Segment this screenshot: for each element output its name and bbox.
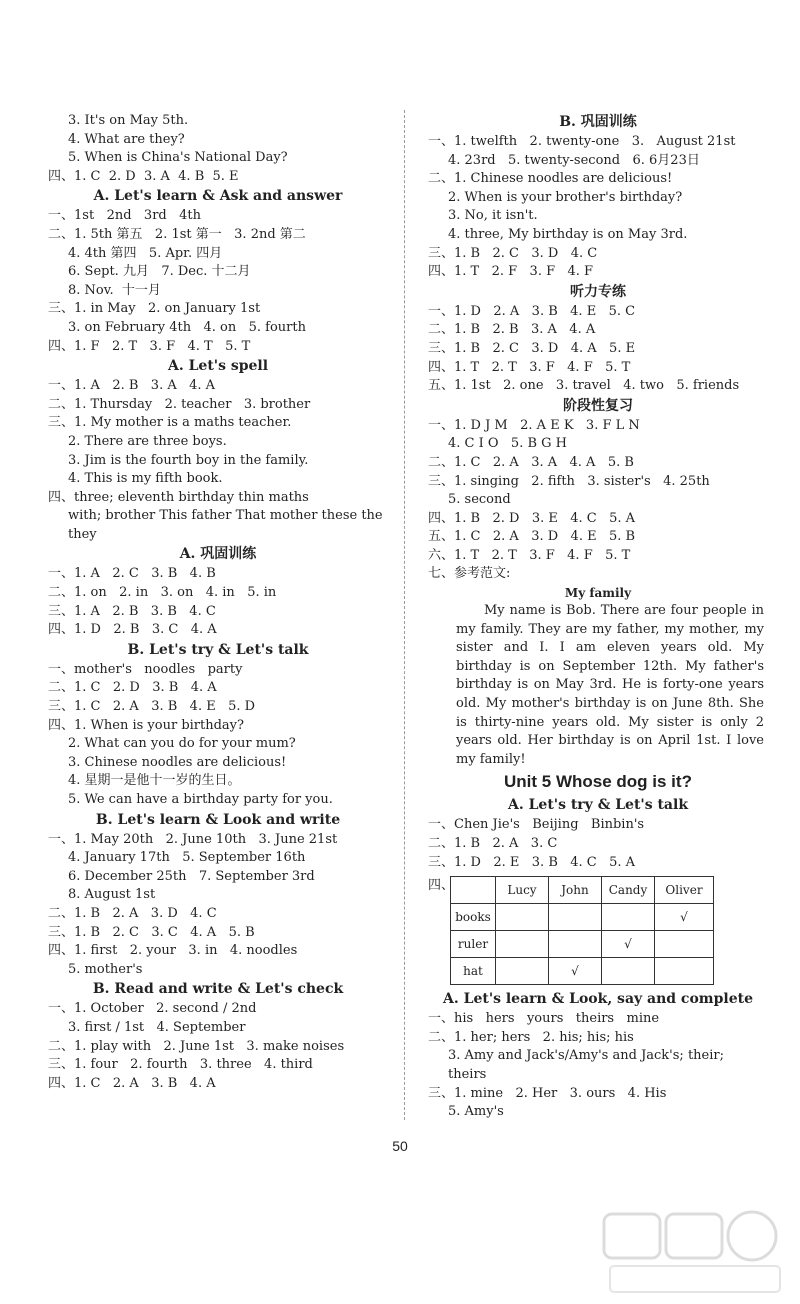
table-row [451,904,714,931]
answer-table [450,876,714,985]
answer-line: 3. It's on May 5th. [68,113,189,128]
answer-line: 4. January 17th 5. September 16th [68,850,306,866]
table-cell: books [451,904,496,931]
answer-line: 3. first / 1st 4. September [68,1019,246,1035]
answer-line: 2. There are three boys. [68,433,227,449]
essay-body: My name is Bob. There are four people in my family. They are my father, my mother, my sister and I. I am eleven years old. My birthday is on September 12th. My father's birthday is on May 3rd. He is forty-one years old. My mother's birthday is on June 8th. She is thirty-nine years old. My sister is only 2 years old. Her birthday is on April 1st. I love my family! [456,603,764,767]
answer-line: they [68,526,97,542]
answer-line: 二、1. 5th 第五 2. 1st 第一 3. 2nd 第二 [48,226,306,242]
section-heading: B. Read and write & Let's check [92,981,344,998]
section-heading: A. Let's try & Let's talk [507,797,689,814]
answer-line: 二、1. C 2. D 3. B 4. A [48,680,217,696]
answer-line: 七、参考范文: [428,566,511,582]
answer-line: 5. mother's [68,961,143,977]
section-heading: B. 巩固训练 [559,114,637,130]
answer-line: 4. 星期一是他十一岁的生日。 [68,773,241,789]
section-heading: 听力专练 [570,283,626,300]
right-column [428,112,768,1122]
answer-line: 一、Chen Jie's Beijing Binbin's [428,817,645,833]
answer-line: 三、1. D 2. E 3. B 4. C 5. A [428,854,636,870]
section-heading: A. Let's learn & Look, say and complete [442,991,754,1008]
answer-line: 8. August 1st [68,887,156,903]
table-header-row [451,877,714,904]
table-cell: √ [549,958,602,985]
table-cell [451,877,496,904]
answer-line: 四、1. C 2. A 3. B 4. A [48,1075,216,1091]
left-column [48,112,388,1093]
answer-line: 一、1. D J M 2. A E K 3. F L N [428,417,640,433]
answer-line: 二、1. B 2. B 3. A 4. A [428,322,596,338]
answer-line: 6. December 25th 7. September 3rd [68,868,315,884]
answer-line: 五、1. C 2. A 3. D 4. E 5. B [428,529,636,545]
table-cell: Candy [602,877,655,904]
answer-line: 四、1. T 2. F 3. F 4. F [428,264,594,280]
answer-line: 一、1st 2nd 3rd 4th [48,208,201,224]
answer-line: 二、1. C 2. A 3. A 4. A 5. B [428,454,634,470]
table-cell [549,931,602,958]
answer-line: 二、1. her; hers 2. his; his; his [428,1029,634,1045]
table-cell: √ [655,904,714,931]
answer-line: 4. 23rd 5. twenty-second 6. 6月23日 [448,152,700,168]
answer-line: 二、1. play with 2. June 1st 3. make noises [48,1038,345,1054]
answer-line: 三、1. four 2. fourth 3. three 4. third [48,1057,313,1073]
answer-line: 一、1. October 2. second / 2nd [48,1001,257,1017]
table-cell [496,931,549,958]
section-heading: A. Let's learn & Ask and answer [93,188,343,205]
table-cell: Lucy [496,877,549,904]
table-row [451,958,714,985]
table-cell: ruler [451,931,496,958]
section-heading: A. Let's spell [167,358,269,375]
answer-line: 2. When is your brother's birthday? [448,189,683,205]
answer-line: 3. Amy and Jack's/Amy's and Jack's; their; [448,1048,724,1064]
section-heading: 阶段性复习 [563,397,633,414]
answer-line: 四、1. D 2. B 3. C 4. A [48,622,217,638]
answer-line: 一、1. A 2. C 3. B 4. B [48,566,216,582]
answer-line: 二、1. on 2. in 3. on 4. in 5. in [48,585,277,601]
answer-line: 三、1. B 2. C 3. D 4. A 5. E [428,340,636,356]
answer-line: with; brother This father That mother these the [68,508,383,524]
answer-line: 一、1. A 2. B 3. A 4. A [48,378,216,394]
answer-table-block [428,874,768,985]
answer-line: 4. This is my fifth book. [68,471,223,487]
answer-line: 一、1. twelfth 2. twenty-one 3. August 21st [428,134,736,149]
table-cell [496,958,549,985]
answer-line: 三、1. singing 2. fifth 3. sister's 4. 25th [428,473,710,489]
table-row [451,931,714,958]
answer-line: 二、1. Thursday 2. teacher 3. brother [48,396,311,412]
answer-line: 3. Jim is the fourth boy in the family. [68,452,309,468]
answer-line: 6. Sept. 九月 7. Dec. 十二月 [68,264,251,280]
table-cell [496,904,549,931]
answer-line: 三、1. B 2. C 3. C 4. A 5. B [48,924,255,940]
answer-line: 一、1. May 20th 2. June 10th 3. June 21st [48,831,338,847]
essay-title: My family [564,586,632,601]
answer-line: 8. Nov. 十一月 [68,282,161,298]
answer-line: 三、1. My mother is a maths teacher. [48,415,292,431]
table-cell [655,931,714,958]
answer-line: 四、1. C 2. D 3. A 4. B 5. E [48,168,239,184]
answer-line: 3. on February 4th 4. on 5. fourth [68,319,306,335]
unit-title: Unit 5 Whose dog is it? [504,772,692,792]
table-cell [655,958,714,985]
section-heading: A. 巩固训练 [179,546,257,563]
table-cell: hat [451,958,496,985]
section-heading: B. Let's learn & Look and write [95,811,341,828]
answer-line: 五、1. 1st 2. one 3. travel 4. two 5. friends [428,378,740,394]
answer-line: 三、1. B 2. C 3. D 4. C [428,245,598,261]
page-number: 50 [392,1138,408,1154]
answer-line: 4. What are they? [68,131,185,147]
answer-line: 二、1. B 2. A 3. D 4. C [48,905,217,921]
answer-line: 四、1. T 2. T 3. F 4. F 5. T [428,359,631,375]
answer-line: 2. What can you do for your mum? [68,736,296,752]
answer-line: 二、1. B 2. A 3. C [428,836,558,851]
answer-line: 三、1. C 2. A 3. B 4. E 5. D [48,699,256,715]
answer-line: 5. second [448,492,511,508]
section-heading: B. Let's try & Let's talk [127,641,309,658]
answer-line: 四、1. B 2. D 3. E 4. C 5. A [428,510,636,526]
answer-line: 一、1. D 2. A 3. B 4. E 5. C [428,303,636,319]
watermark-logo-icon [600,1208,790,1298]
answer-line: 三、1. mine 2. Her 3. ours 4. His [428,1085,667,1101]
table-cell [602,958,655,985]
table-cell [602,904,655,931]
answer-line: 四、1. F 2. T 3. F 4. T 5. T [48,338,251,354]
answer-line: 4. three, My birthday is on May 3rd. [448,226,688,242]
answer-line: 3. Chinese noodles are delicious! [68,754,287,770]
answer-line: 六、1. T 2. T 3. F 4. F 5. T [428,547,631,563]
table-cell: John [549,877,602,904]
answer-line: 一、mother's noodles party [48,661,243,677]
answer-line: 一、his hers yours theirs mine [428,1011,660,1027]
answer-line: 四、three; eleventh birthday thin maths [48,489,309,505]
question-label: 四、 [428,878,455,894]
answer-line: 5. When is China's National Day? [68,150,288,166]
answer-line: 4. C I O 5. B G H [448,436,568,452]
column-divider [404,110,405,1120]
table-cell: √ [602,931,655,958]
answer-line: theirs [448,1066,487,1082]
table-cell: Oliver [655,877,714,904]
answer-line: 三、1. A 2. B 3. B 4. C [48,603,216,619]
answer-line: 二、1. Chinese noodles are delicious! [428,171,673,187]
answer-line: 3. No, it isn't. [448,208,538,224]
answer-line: 四、1. first 2. your 3. in 4. noodles [48,943,298,959]
answer-line: 4. 4th 第四 5. Apr. 四月 [68,245,223,261]
answer-line: 5. We can have a birthday party for you. [68,792,333,807]
table-cell [549,904,602,931]
answer-line: 四、1. When is your birthday? [48,717,244,733]
answer-line: 三、1. in May 2. on January 1st [48,301,261,317]
answer-line: 5. Amy's [448,1104,504,1120]
